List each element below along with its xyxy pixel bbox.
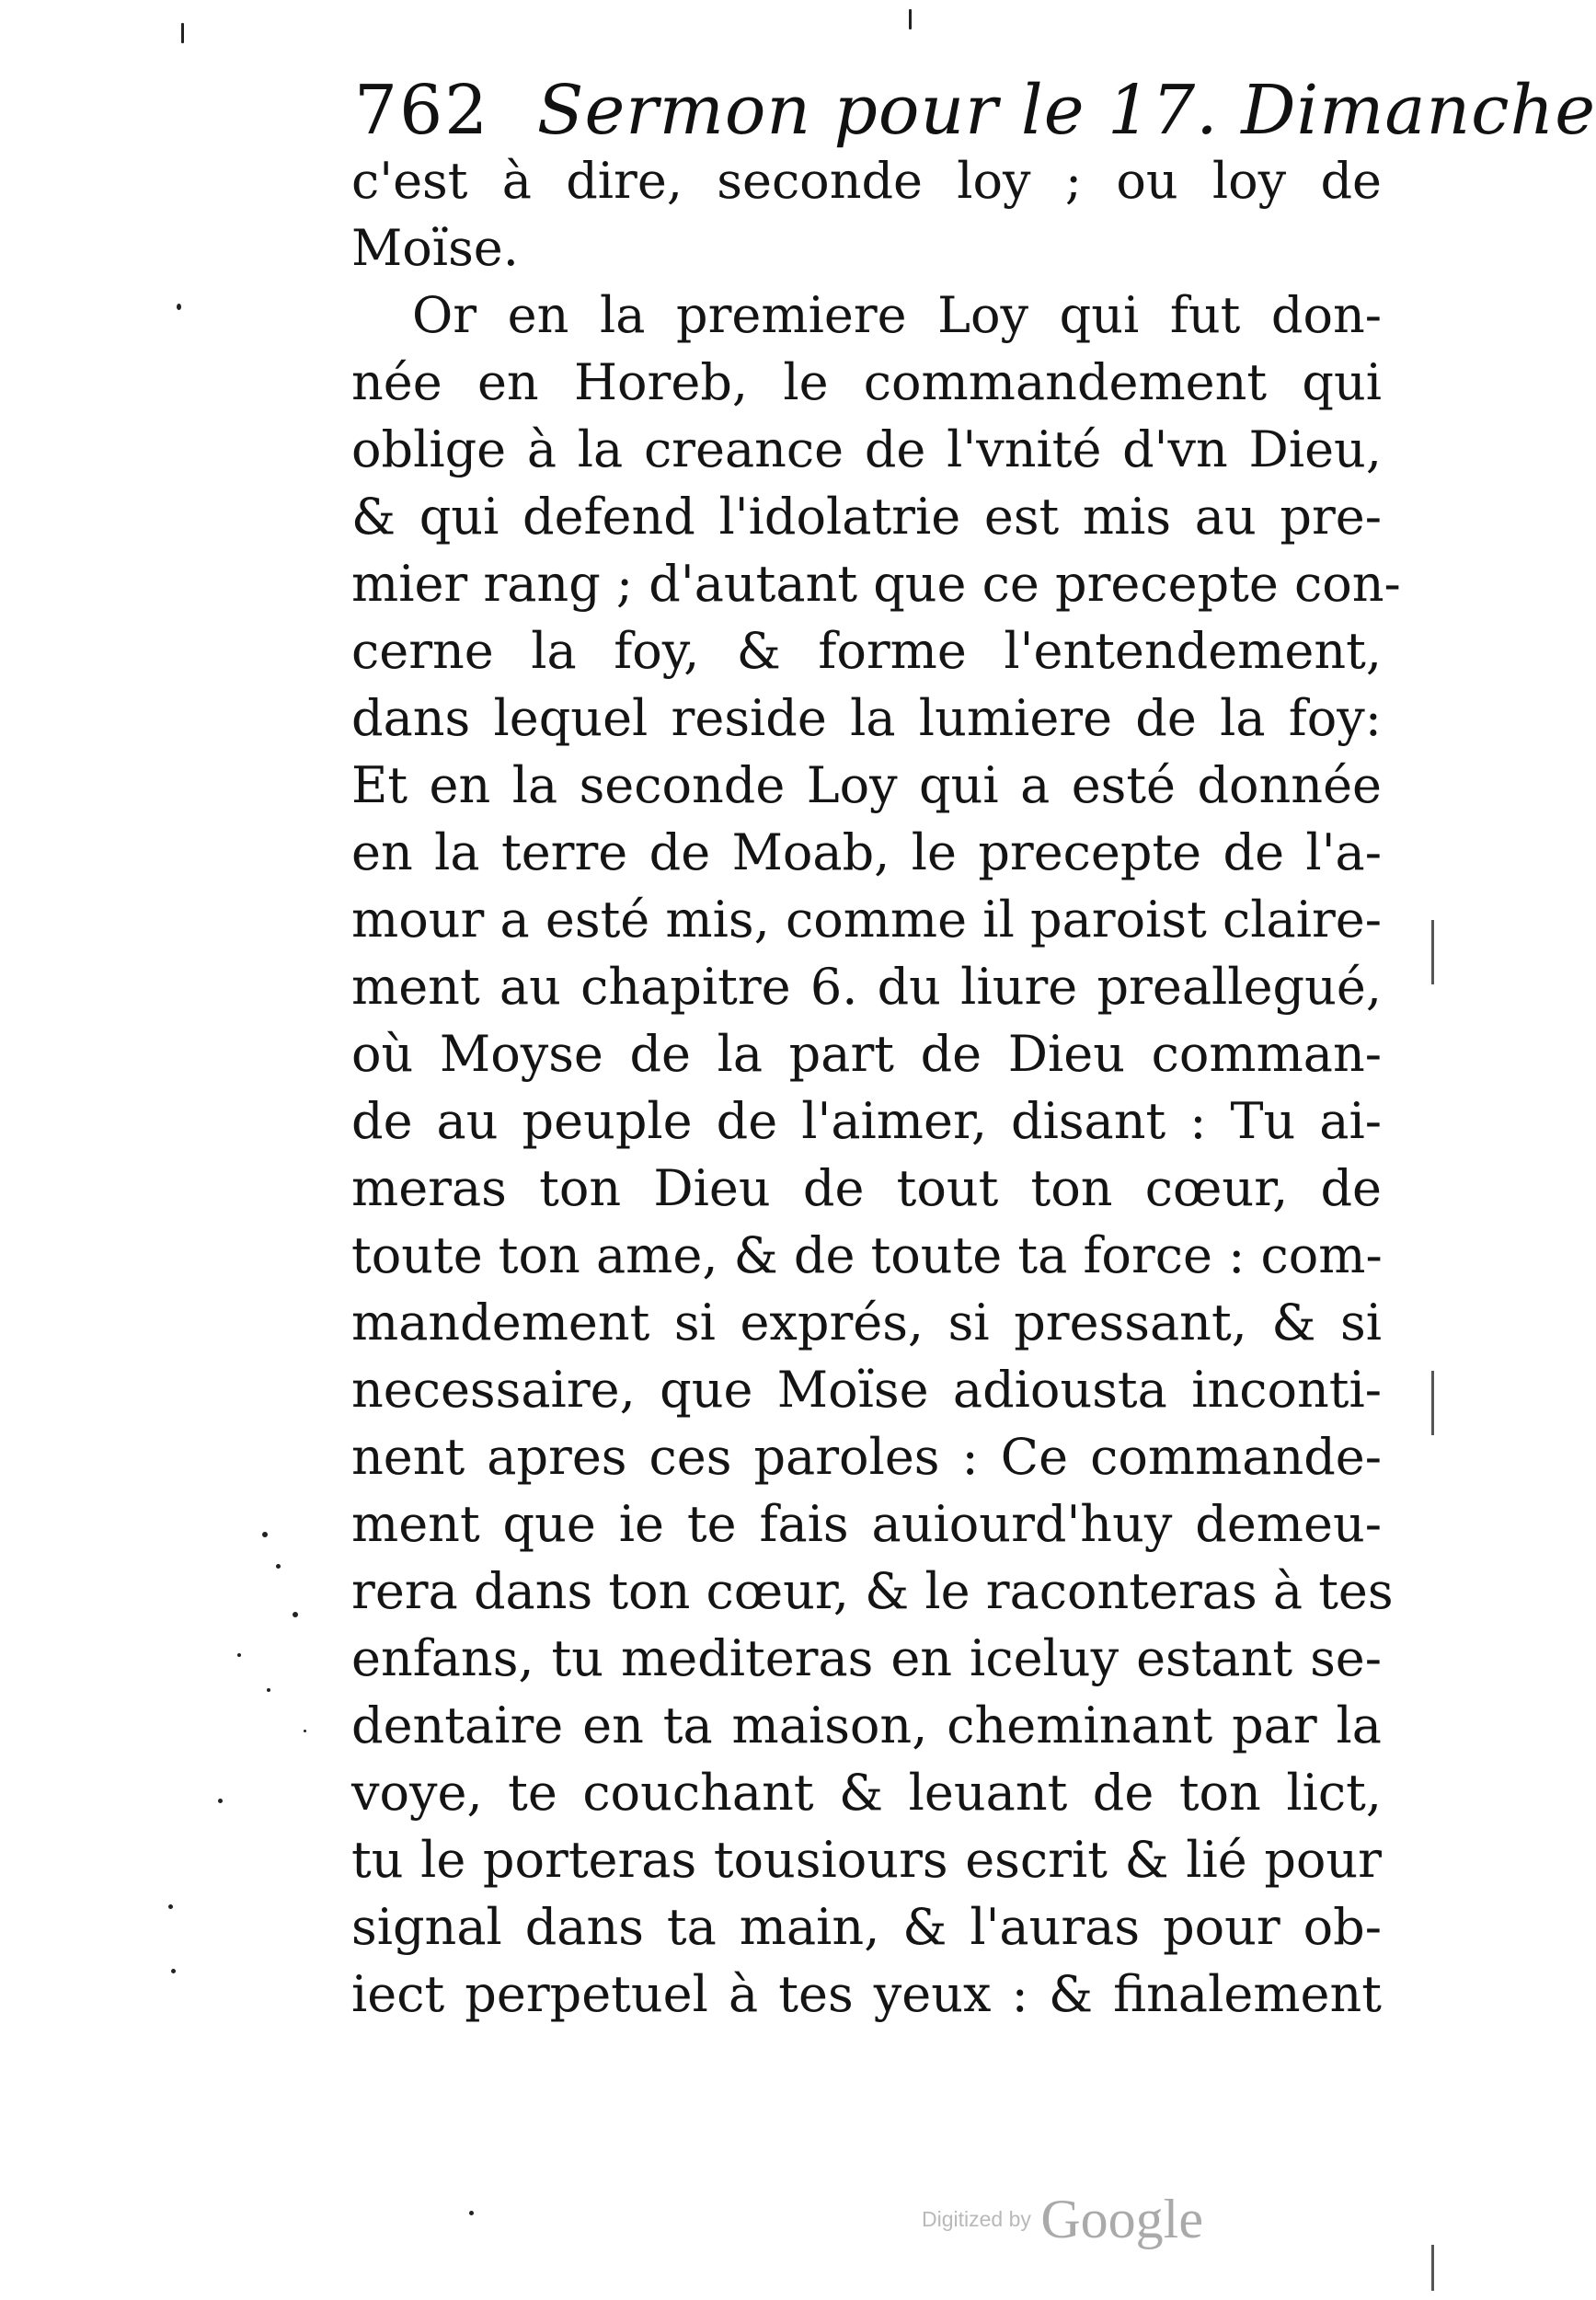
text-line: voye, te couchant & leuant de ton lict, bbox=[351, 1764, 1382, 1822]
text-line: où Moyse de la part de Dieu comman- bbox=[351, 1025, 1382, 1083]
text-line: mandement si exprés, si pressant, & si bbox=[351, 1294, 1382, 1351]
page-number: 762 bbox=[354, 71, 490, 150]
digitized-by-label: Digitized by bbox=[922, 2207, 1031, 2231]
scan-speck bbox=[218, 1799, 223, 1803]
text-line: necessaire, que Moïse adiousta inconti- bbox=[351, 1361, 1382, 1419]
scan-speck bbox=[909, 9, 912, 29]
text-line: mier rang ; d'autant que ce precepte con- bbox=[351, 555, 1401, 613]
text-line: dans lequel reside la lumiere de la foy: bbox=[351, 689, 1382, 747]
scan-edge-rule bbox=[1431, 1371, 1434, 1435]
text-line: cerne la foy, & forme l'entendement, bbox=[351, 622, 1382, 680]
scan-speck bbox=[262, 1532, 268, 1537]
text-line: Or en la premiere Loy qui fut don- bbox=[412, 286, 1382, 344]
scan-speck bbox=[237, 1653, 241, 1657]
text-line: en la terre de Moab, le precepte de l'a- bbox=[351, 823, 1382, 881]
text-line: meras ton Dieu de tout ton cœur, de bbox=[351, 1159, 1382, 1217]
scan-speck bbox=[168, 1904, 173, 1909]
text-line: Et en la seconde Loy qui a esté donnée bbox=[351, 756, 1382, 814]
scan-edge-rule bbox=[1431, 2245, 1434, 2291]
text-line: ment que ie te fais auiourd'huy demeu- bbox=[351, 1495, 1382, 1553]
text-line: mour a esté mis, comme il paroist claire- bbox=[351, 891, 1382, 949]
digitized-by-watermark bbox=[922, 2188, 1203, 2251]
text-line: tu le porteras tousiours escrit & lié pour bbox=[351, 1831, 1382, 1889]
scan-speck bbox=[267, 1688, 270, 1692]
running-title: Sermon pour le 17. Dimanche bbox=[536, 71, 1596, 150]
text-line: oblige à la creance de l'vnité d'vn Dieu, bbox=[351, 420, 1382, 478]
text-line: c'est à dire, seconde loy ; ou loy de bbox=[351, 152, 1382, 210]
text-line: née en Horeb, le commandement qui bbox=[351, 353, 1382, 411]
scan-speck bbox=[304, 1730, 306, 1732]
text-line: toute ton ame, & de toute ta force : com- bbox=[351, 1226, 1383, 1284]
text-line: signal dans ta main, & l'auras pour ob- bbox=[351, 1898, 1382, 1956]
text-line: dentaire en ta maison, cheminant par la bbox=[351, 1696, 1382, 1754]
text-line: rera dans ton cœur, & le raconteras à tes bbox=[351, 1562, 1394, 1620]
scan-speck bbox=[293, 1612, 298, 1617]
scan-edge-rule bbox=[1431, 920, 1434, 984]
text-line: iect perpetuel à tes yeux : & finalement bbox=[351, 1965, 1382, 2023]
text-line: Moïse. bbox=[351, 219, 519, 277]
scan-speck bbox=[171, 1969, 176, 1973]
google-logo: Google bbox=[1040, 2189, 1203, 2249]
text-line: & qui defend l'idolatrie est mis au pre- bbox=[351, 488, 1382, 546]
scan-speck bbox=[276, 1564, 281, 1569]
text-line: nent apres ces paroles : Ce commande- bbox=[351, 1428, 1382, 1486]
body-text bbox=[351, 147, 1401, 2028]
text-line: enfans, tu mediteras en iceluy estant se- bbox=[351, 1629, 1382, 1687]
scan-speck bbox=[181, 23, 184, 43]
text-line: ment au chapitre 6. du liure preallegué, bbox=[351, 958, 1382, 1016]
scan-speck bbox=[177, 304, 181, 310]
text-line: de au peuple de l'aimer, disant : Tu ai- bbox=[351, 1092, 1382, 1150]
scan-speck bbox=[469, 2211, 474, 2215]
